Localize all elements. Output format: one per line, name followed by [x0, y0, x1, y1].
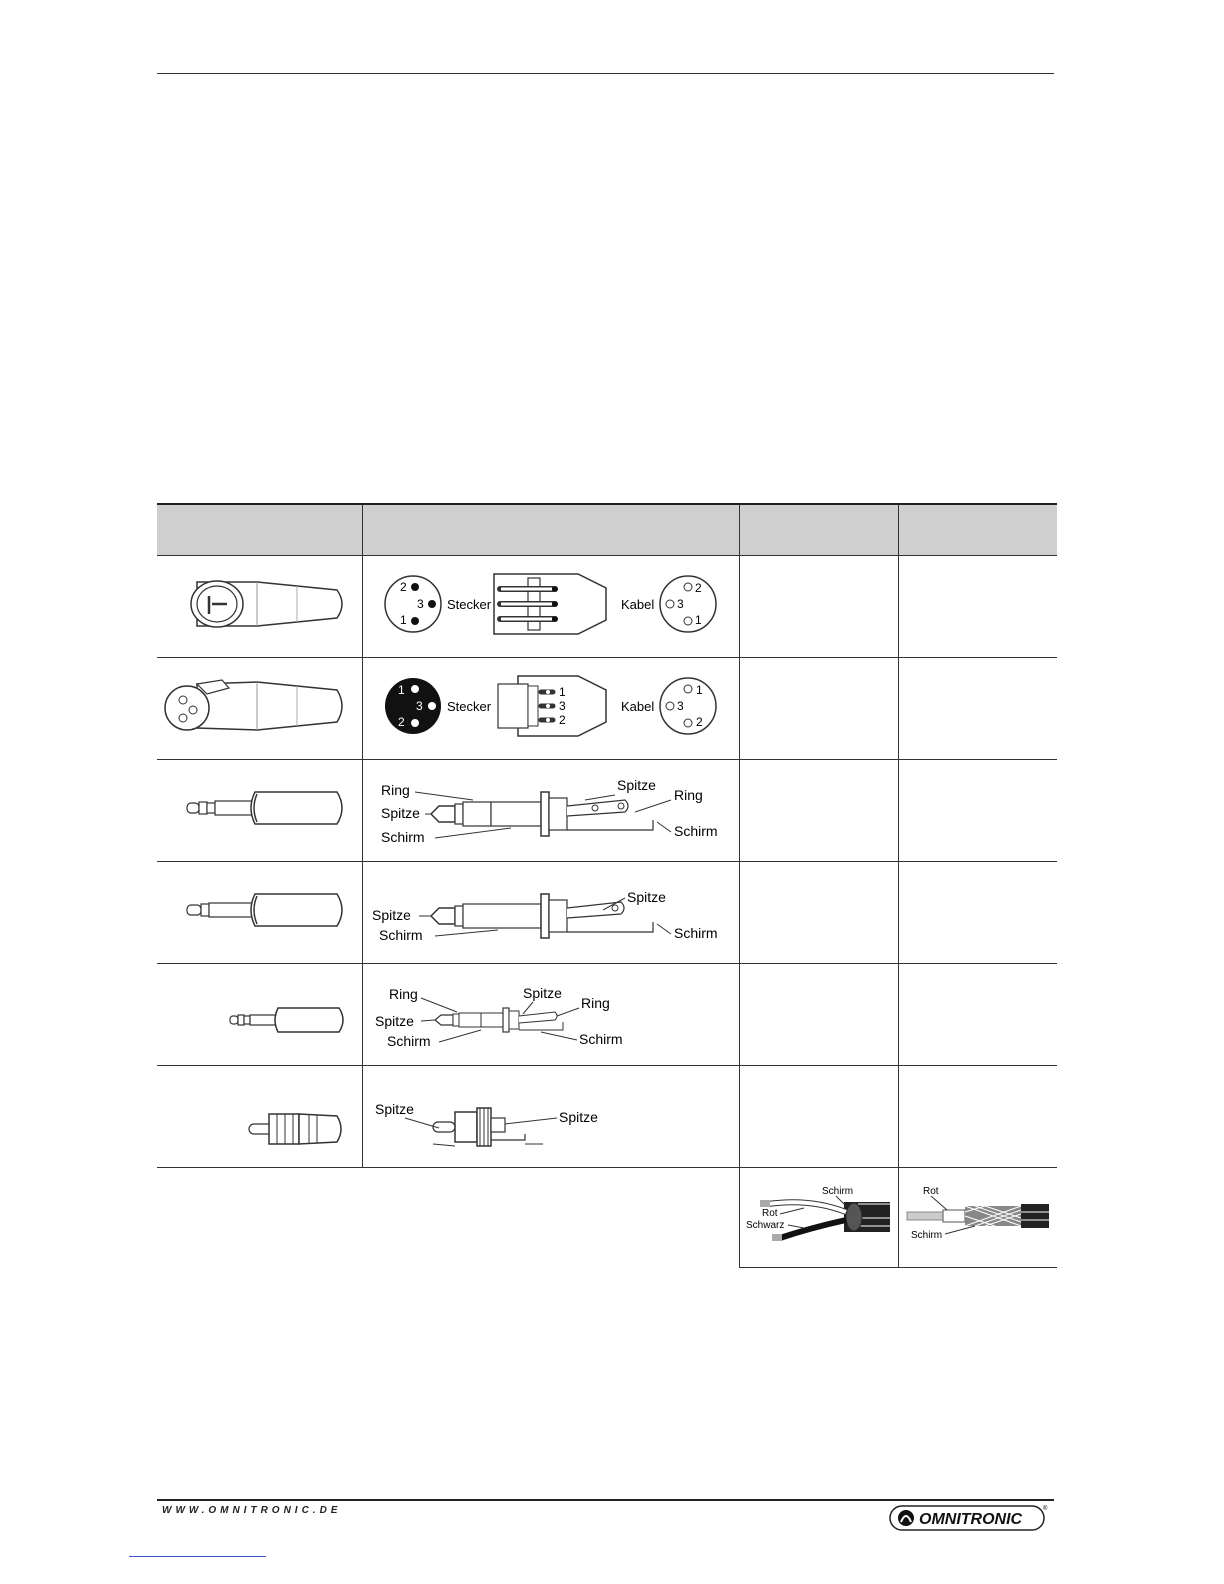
header-cell-wiring — [363, 504, 740, 556]
unbalanced-cell — [899, 760, 1058, 862]
plug-image-jack-stereo — [157, 760, 363, 862]
tip-label-left: Spitze — [375, 1101, 414, 1117]
table-row — [157, 964, 1057, 1066]
header-cell-plug — [157, 504, 363, 556]
cable-row — [157, 1168, 1057, 1268]
pin-label: 3 — [677, 699, 684, 713]
ring-label-left: Ring — [389, 986, 418, 1002]
table-header-row — [157, 504, 1057, 556]
unbalanced-cell — [899, 1066, 1058, 1168]
pin-label: 2 — [559, 713, 566, 727]
balanced-cell — [740, 964, 899, 1066]
logo-wordmark: OMNITRONIC — [919, 1511, 1023, 1528]
table-row — [157, 1066, 1057, 1168]
pin-label: 2 — [696, 715, 703, 729]
omnitronic-logo — [889, 1504, 1049, 1532]
pin-label: 1 — [696, 683, 703, 697]
plug-image-jack-mono — [157, 862, 363, 964]
ring-label-left: Ring — [381, 782, 410, 798]
footer-url: WWW.OMNITRONIC.DE — [162, 1505, 342, 1516]
table-row — [157, 658, 1057, 760]
sleeve-label-left: Schirm — [387, 1033, 431, 1049]
wiring-diagram-jack-stereo — [363, 760, 740, 862]
kabel-label: Kabel — [621, 597, 655, 612]
table-row — [157, 760, 1057, 862]
tip-label-left: Spitze — [381, 805, 420, 821]
unbalanced-cell — [899, 556, 1058, 658]
balanced-cell — [740, 1066, 899, 1168]
sleeve-label-right: Schirm — [674, 925, 718, 941]
table-row — [157, 862, 1057, 964]
stecker-label: Stecker — [447, 597, 492, 612]
top-rule — [157, 73, 1054, 74]
balanced-cell — [740, 658, 899, 760]
unbalanced-cell — [899, 658, 1058, 760]
tip-label-left: Spitze — [375, 1013, 414, 1029]
kabel-label: Kabel — [621, 699, 655, 714]
pin-label: 3 — [416, 699, 423, 713]
pin-label: 3 — [417, 597, 424, 611]
cable-image-balanced — [740, 1168, 899, 1268]
sleeve-label-right: Schirm — [674, 823, 718, 839]
cable-red-label: Rot — [923, 1186, 939, 1197]
wiring-diagram-minijack-stereo — [363, 964, 740, 1066]
tip-label-right: Spitze — [559, 1109, 598, 1125]
connector-table — [157, 503, 1057, 1268]
balanced-cell — [740, 556, 899, 658]
plug-image-xlr-male — [157, 556, 363, 658]
tip-label-right: Spitze — [617, 777, 656, 793]
header-cell-unbalanced — [899, 504, 1058, 556]
table-row — [157, 556, 1057, 658]
plug-image-rca — [157, 1066, 363, 1168]
pin-label: 1 — [400, 613, 407, 627]
sleeve-label-left: Schirm — [379, 927, 423, 943]
pin-label: 3 — [677, 597, 684, 611]
pin-label: 1 — [695, 613, 702, 627]
pin-label: 1 — [398, 683, 405, 697]
pin-label: 1 — [559, 685, 566, 699]
sleeve-label-left: Schirm — [381, 829, 425, 845]
tip-label-right: Spitze — [627, 889, 666, 905]
cable-black-label: Schwarz — [746, 1220, 785, 1231]
cable-red-label: Rot — [762, 1208, 778, 1219]
header-cell-balanced — [740, 504, 899, 556]
stecker-label: Stecker — [447, 699, 492, 714]
plug-image-minijack-stereo — [157, 964, 363, 1066]
cable-image-unbalanced — [899, 1168, 1058, 1268]
balanced-cell — [740, 862, 899, 964]
pin-label: 2 — [695, 581, 702, 595]
sleeve-label-right: Schirm — [579, 1031, 623, 1047]
pin-label: 2 — [398, 715, 405, 729]
cable-shield-label: Schirm — [911, 1230, 943, 1241]
cable-shield-label: Schirm — [822, 1186, 854, 1197]
wiring-diagram-rca — [363, 1066, 740, 1168]
balanced-cell — [740, 760, 899, 862]
unbalanced-cell — [899, 964, 1058, 1066]
pin-label: 3 — [559, 699, 566, 713]
unbalanced-cell — [899, 862, 1058, 964]
wiring-diagram-jack-mono — [363, 862, 740, 964]
tip-label-left: Spitze — [372, 907, 411, 923]
wiring-diagram-xlr-male — [363, 556, 740, 658]
cable-row-spacer — [157, 1168, 740, 1268]
plug-image-xlr-female — [157, 658, 363, 760]
ring-label-right: Ring — [581, 995, 610, 1011]
registered-icon: ® — [1043, 1506, 1048, 1512]
tip-label-right: Spitze — [523, 985, 562, 1001]
wiring-diagram-xlr-female — [363, 658, 740, 760]
pin-label: 2 — [400, 580, 407, 594]
link-underline — [129, 1556, 266, 1557]
ring-label-right: Ring — [674, 787, 703, 803]
bottom-rule — [157, 1499, 1054, 1501]
